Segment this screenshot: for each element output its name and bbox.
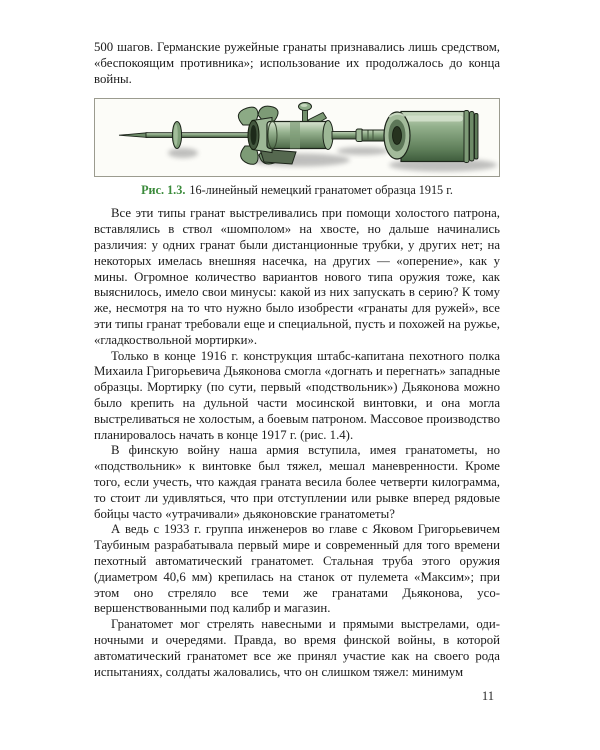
page-number: 11 — [481, 689, 494, 703]
paragraph-5: А ведь с 1933 г. группа инженеров во главе с Яковом Григорьевичем Таубиным разрабатывала первый мире и современный для того времени пехотный автоматический гранатомет. Стальная труба этого оружия (диаметром 40,6 мм) крепилась на станок от пулемета «Максим»; при этом оно стреляло все теми же гранатами Дьяконова, усовершенствованными под калибр и магазин. — [94, 522, 500, 616]
paragraph-4: В финскую войну наша армия вступила, имея гранатометы, но «подствольник» к винтовке был тяжел, мешал маневренности. Кроме того, если учесть, что каждая граната весила более четверти килограмма, то стоит ли удивляться, что при отступлении или рывке вперед рядовые бойцы часто «утрачивали» дьяконовские гранатометы? — [94, 443, 500, 521]
grenade-launcher-illustration — [95, 99, 499, 176]
figure-caption-text: 16-линейный немецкий гранатомет образца 1915 г. — [189, 183, 453, 198]
figure-frame — [94, 98, 500, 177]
paragraph-3: Только в конце 1916 г. конструкция штабс-капитана пехотного полка Михаила Григорьевича Дьяконова смогла «догнать и перегнать» западные образцы. Мортирку (по сути, первый «подствольник») Дьяконова можно было крепить на дульной части мосинской винтовки, и она могла выстреливаться не холостым, а боевым патроном. Массовое производство планировалось начать в конце 1917 г. (рис. 1.4). — [94, 348, 500, 442]
paragraph-1: 500 шагов. Германские ружейные гранаты признавались лишь средством, «беспокоящим противника»; использование их продолжалось до конца войны. — [94, 40, 500, 86]
figure-caption — [94, 183, 500, 198]
paragraph-6: Гранатомет мог стрелять навесными и прямыми выстрелами, одиночными и очередями. Правда, во время финской войны, в которой автоматический гранатомет все же принял участие как на своего рода испытаниях, солдаты жаловались, что он слишком тяжел: минимум — [94, 617, 500, 679]
figure-1-3 — [94, 98, 500, 198]
figure-caption-label: Рис. 1.3. — [141, 183, 186, 198]
paragraph-2: Все эти типы гранат выстреливались при помощи холостого патрона, вставлялись в ствол «шомполом» на хвосте, но дальше начинались различия: у одних гранат были дистанционные трубки, у других нет; на некоторых имелась внешняя насечка, на других — «оперение», как у мины. Огромное количество вариантов нового типа оружия тоже, как выяснилось, имело свои минусы: какой из них запускать в серию? К тому же, несмотря на то что нужно было изобрести «гранаты для ружей», все эти типы гранат требовали еще и специальной, пусть и похожей на ружье, «гладкоствольной мортирки». — [94, 206, 500, 347]
page-content — [94, 40, 500, 680]
